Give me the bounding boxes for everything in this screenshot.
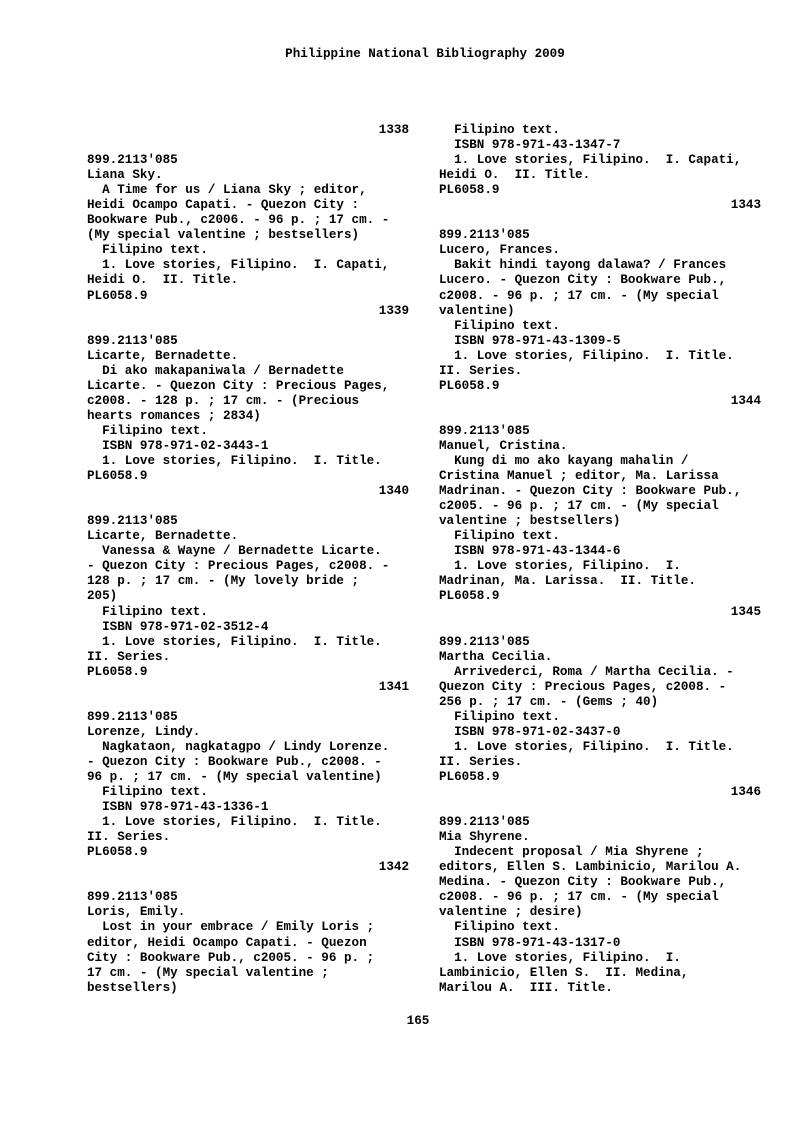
record-line: Loris, Emily. — [87, 905, 186, 920]
record-line: Lucero, Frances. — [439, 243, 560, 258]
record-line: - Quezon City : Bookware Pub., c2008. - — [87, 754, 382, 769]
record-line: ISBN 978-971-02-3512-4 — [87, 619, 269, 634]
record-line: II. Series. — [87, 830, 171, 845]
blank-line — [87, 138, 409, 153]
entry-number: 1341 — [378, 679, 409, 694]
record-line: Filipino text. — [439, 123, 560, 137]
record-line: Arrivederci, Roma / Martha Cecilia. - — [439, 664, 734, 679]
record-line: 899.2113'085 — [87, 890, 178, 905]
record-line: Di ako makapaniwala / Bernadette — [87, 363, 344, 378]
record-line: valentine ; bestsellers) — [439, 514, 621, 529]
record-line: 1. Love stories, Filipino. I. Capati, — [439, 153, 742, 168]
record-line: Cristina Manuel ; editor, Ma. Larissa — [439, 469, 719, 484]
record-line: PL6058.9 — [439, 378, 500, 393]
record-line: bestsellers) — [87, 980, 178, 995]
record-line: Licarte, Bernadette. — [87, 348, 239, 363]
record-line: editors, Ellen S. Lambinicio, Marilou A. — [439, 860, 742, 875]
record-line: Filipino text. — [439, 920, 560, 935]
record-line: 128 p. ; 17 cm. - (My lovely bride ; — [87, 574, 360, 589]
record-line: Heidi O. II. Title. — [439, 168, 591, 183]
entry-number: 1338 — [378, 123, 409, 137]
record-line: Filipino text. — [87, 785, 208, 800]
record-line: valentine) — [439, 303, 515, 318]
record-line: 1. Love stories, Filipino. I. Capati, — [87, 258, 390, 273]
blank-line — [439, 213, 761, 228]
record-line: Mia Shyrene. — [439, 830, 530, 845]
record-line: Licarte. - Quezon City : Precious Pages, — [87, 378, 390, 393]
record-line: ISBN 978-971-43-1344-6 — [439, 544, 621, 559]
record-line: Manuel, Cristina. — [439, 438, 568, 453]
blank-line — [439, 800, 761, 815]
record-line: PL6058.9 — [439, 589, 500, 604]
record-line: ISBN 978-971-43-1347-7 — [439, 138, 621, 153]
record-line: c2008. - 96 p. ; 17 cm. - (My special — [439, 890, 719, 905]
record-line: Marilou A. III. Title. — [439, 980, 613, 995]
record-line: ISBN 978-971-02-3437-0 — [439, 724, 621, 739]
record-line: 899.2113'085 — [439, 634, 530, 649]
record-line: Filipino text. — [439, 318, 560, 333]
record-line: 899.2113'085 — [87, 333, 178, 348]
right-column — [439, 123, 761, 996]
blank-line — [439, 409, 761, 424]
blank-line — [87, 499, 409, 514]
record-line: 899.2113'085 — [439, 228, 530, 243]
entry-number: 1339 — [378, 303, 409, 318]
blank-line — [87, 695, 409, 710]
entry-number: 1342 — [378, 860, 409, 875]
record-line: Heidi Ocampo Capati. - Quezon City : — [87, 198, 360, 213]
record-line: PL6058.9 — [87, 469, 148, 484]
page-number: 165 — [406, 1014, 430, 1028]
record-line: (My special valentine ; bestsellers) — [87, 228, 360, 243]
record-line: - Quezon City : Precious Pages, c2008. - — [87, 559, 390, 574]
entry-number: 1343 — [730, 198, 761, 213]
record-line: PL6058.9 — [87, 288, 148, 303]
record-line: Indecent proposal / Mia Shyrene ; — [439, 845, 704, 860]
record-line: City : Bookware Pub., c2005. - 96 p. ; — [87, 950, 375, 965]
record-line: 1. Love stories, Filipino. I. Title. — [439, 739, 734, 754]
record-line: 96 p. ; 17 cm. - (My special valentine) — [87, 770, 382, 785]
record-line: Madrinan, Ma. Larissa. II. Title. — [439, 574, 696, 589]
record-line: II. Series. — [439, 363, 523, 378]
blank-line — [87, 875, 409, 890]
entry-number: 1344 — [730, 393, 761, 408]
record-line: hearts romances ; 2834) — [87, 408, 261, 423]
running-head: Philippine National Bibliography 2009 — [285, 47, 565, 61]
record-line: Quezon City : Precious Pages, c2008. - — [439, 679, 727, 694]
record-line: 899.2113'085 — [87, 514, 178, 529]
record-line: Bookware Pub., c2006. - 96 p. ; 17 cm. - — [87, 213, 390, 228]
record-line: Filipino text. — [439, 529, 560, 544]
record-line: Lambinicio, Ellen S. II. Medina, — [439, 965, 689, 980]
record-line: 256 p. ; 17 cm. - (Gems ; 40) — [439, 694, 659, 709]
record-line: Filipino text. — [87, 604, 208, 619]
record-line: PL6058.9 — [439, 183, 500, 198]
record-line: c2008. - 128 p. ; 17 cm. - (Precious — [87, 393, 360, 408]
entry-number: 1345 — [730, 604, 761, 619]
record-line: A Time for us / Liana Sky ; editor, — [87, 183, 367, 198]
record-line: II. Series. — [87, 649, 171, 664]
record-line: Vanessa & Wayne / Bernadette Licarte. — [87, 544, 382, 559]
record-line: 1. Love stories, Filipino. I. Title. — [439, 348, 734, 363]
record-line: 1. Love stories, Filipino. I. Title. — [87, 634, 382, 649]
record-line: 1. Love stories, Filipino. I. Title. — [87, 815, 382, 830]
record-line: Nagkataon, nagkatagpo / Lindy Lorenze. — [87, 739, 390, 754]
record-line: ISBN 978-971-02-3443-1 — [87, 438, 269, 453]
record-line: ISBN 978-971-43-1309-5 — [439, 333, 621, 348]
record-line: ISBN 978-971-43-1336-1 — [87, 800, 269, 815]
record-line: 899.2113'085 — [439, 423, 530, 438]
entry-number: 1340 — [378, 484, 409, 499]
record-line: 899.2113'085 — [439, 815, 530, 830]
record-line: 205) — [87, 589, 118, 604]
record-line: Kung di mo ako kayang mahalin / — [439, 454, 689, 469]
record-line: 899.2113'085 — [87, 709, 178, 724]
record-line: 17 cm. - (My special valentine ; — [87, 965, 329, 980]
record-line: Liana Sky. — [87, 168, 163, 183]
record-line: Heidi O. II. Title. — [87, 273, 239, 288]
record-line: II. Series. — [439, 754, 523, 769]
blank-line — [87, 319, 409, 334]
record-line: Martha Cecilia. — [439, 649, 553, 664]
record-line: Filipino text. — [439, 709, 560, 724]
record-line: Bakit hindi tayong dalawa? / Frances — [439, 258, 727, 273]
record-line: Licarte, Bernadette. — [87, 529, 239, 544]
record-line: 1. Love stories, Filipino. I. — [439, 950, 681, 965]
record-line: editor, Heidi Ocampo Capati. - Quezon — [87, 935, 367, 950]
record-line: Medina. - Quezon City : Bookware Pub., — [439, 875, 727, 890]
record-line: Lost in your embrace / Emily Loris ; — [87, 920, 375, 935]
record-line: 1. Love stories, Filipino. I. — [439, 559, 681, 574]
record-line: Filipino text. — [87, 423, 208, 438]
record-line: c2008. - 96 p. ; 17 cm. - (My special — [439, 288, 719, 303]
record-line: c2005. - 96 p. ; 17 cm. - (My special — [439, 499, 719, 514]
record-line: Lucero. - Quezon City : Bookware Pub., — [439, 273, 727, 288]
record-line: Filipino text. — [87, 243, 208, 258]
record-line: PL6058.9 — [87, 845, 148, 860]
left-column — [87, 123, 409, 996]
record-line: Madrinan. - Quezon City : Bookware Pub., — [439, 484, 742, 499]
record-line: valentine ; desire) — [439, 905, 583, 920]
entry-number: 1346 — [730, 785, 761, 800]
record-line: PL6058.9 — [87, 664, 148, 679]
blank-line — [439, 620, 761, 635]
record-line: ISBN 978-971-43-1317-0 — [439, 935, 621, 950]
record-line: 1. Love stories, Filipino. I. Title. — [87, 454, 382, 469]
record-line: PL6058.9 — [439, 770, 500, 785]
record-line: Lorenze, Lindy. — [87, 724, 201, 739]
record-line: 899.2113'085 — [87, 153, 178, 168]
